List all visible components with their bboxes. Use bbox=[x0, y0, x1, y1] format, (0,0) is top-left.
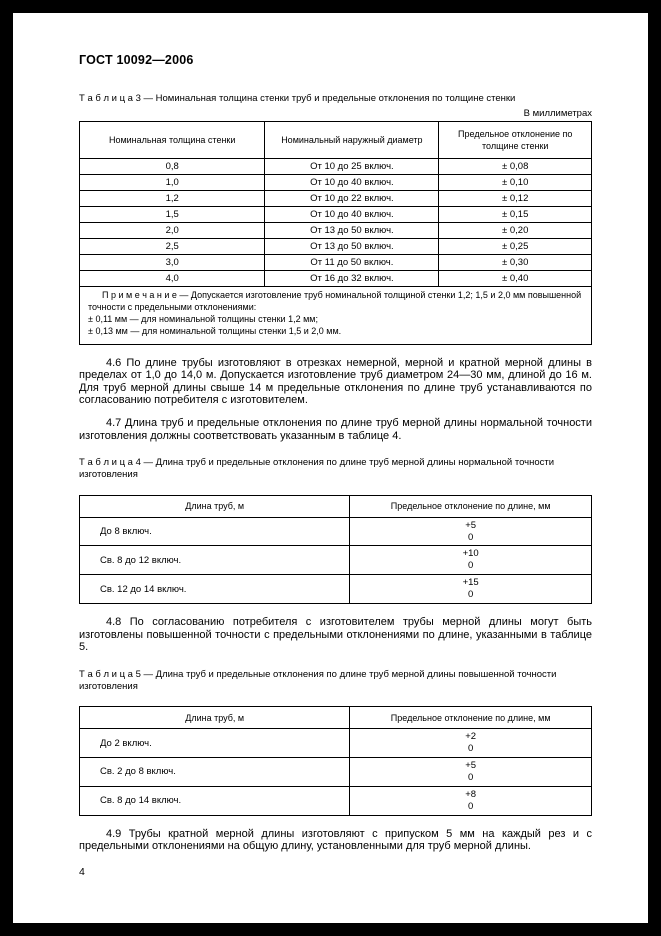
deviation-plus: +10 bbox=[462, 548, 479, 560]
cell-length: Св. 2 до 8 включ. bbox=[80, 758, 350, 787]
note-line: ± 0,13 мм — для номинальной толщины стенки 1,5 и 2,0 мм. bbox=[88, 325, 342, 336]
deviation-zero: 0 bbox=[468, 800, 474, 812]
table3-wall-thickness bbox=[79, 121, 592, 345]
table-row bbox=[80, 175, 592, 191]
cell-deviation: ± 0,12 bbox=[439, 191, 592, 207]
cell-thickness: 3,0 bbox=[80, 255, 265, 271]
page-content bbox=[79, 53, 592, 878]
cell-length: Св. 8 до 12 включ. bbox=[80, 546, 350, 575]
cell-deviation: ± 0,10 bbox=[439, 175, 592, 191]
table5-header-length: Длина труб, м bbox=[80, 707, 350, 729]
cell-diameter: От 16 до 32 включ. bbox=[265, 271, 439, 287]
table4-header-deviation: Предельное отклонение по длине, мм bbox=[350, 495, 592, 517]
table3-note bbox=[80, 287, 592, 345]
cell-thickness: 2,5 bbox=[80, 239, 265, 255]
cell-thickness: 1,0 bbox=[80, 175, 265, 191]
cell-diameter: От 13 до 50 включ. bbox=[265, 223, 439, 239]
cell-deviation bbox=[350, 575, 592, 604]
table5-increased-accuracy bbox=[79, 706, 592, 815]
paragraph-4-9: 4.9 Трубы кратной мерной длины изготовляют с припуском 5 мм на каждый рез и с предельными отклонениями на общую длину, установленными для труб мерной длины. bbox=[79, 827, 592, 853]
deviation-zero: 0 bbox=[468, 531, 474, 543]
deviation-plus: +2 bbox=[465, 731, 477, 743]
cell-length: До 8 включ. bbox=[80, 517, 350, 546]
table3-header-thickness: Номинальная толщина стенки bbox=[80, 122, 265, 159]
cell-diameter: От 10 до 22 включ. bbox=[265, 191, 439, 207]
page-number: 4 bbox=[79, 865, 85, 878]
deviation-plus: +15 bbox=[462, 577, 479, 589]
table4-header-length: Длина труб, м bbox=[80, 495, 350, 517]
table4-caption: Т а б л и ц а 4 — Длина труб и предельные отклонения по длине труб мерной длины нормальной точности изготовления bbox=[79, 457, 555, 481]
table5-header-deviation: Предельное отклонение по длине, мм bbox=[350, 707, 592, 729]
table3-note-row bbox=[80, 287, 592, 345]
deviation-plus: +5 bbox=[465, 760, 477, 771]
deviation-zero: 0 bbox=[468, 560, 474, 572]
cell-deviation: ± 0,20 bbox=[439, 223, 592, 239]
cell-deviation bbox=[350, 786, 592, 815]
table3-header-diameter: Номинальный наружный диаметр bbox=[265, 122, 439, 159]
cell-length: До 2 включ. bbox=[80, 729, 350, 758]
paragraph-4-6: 4.6 По длине трубы изготовляют в отрезках немерной, мерной и кратной мерной длины в пределах от 1,0 до 14,0 м. Допускается изготовление труб диаметром 24—30 мм, длиной до 16 м. Для труб мерной длины свыше 14 м предельные отклонения по длине труб устанавливаются по согласованию потребителя с изготовителем. bbox=[79, 356, 592, 407]
table3-caption: Т а б л и ц а 3 — Номинальная толщина стенки труб и предельные отклонения по толщине стенки bbox=[79, 93, 516, 104]
deviation-plus: +5 bbox=[465, 519, 477, 531]
table-row bbox=[80, 207, 592, 223]
table3-header-deviation: Предельное отклонение по толщине стенки bbox=[439, 122, 592, 159]
cell-diameter: От 10 до 40 включ. bbox=[265, 175, 439, 191]
cell-deviation: ± 0,40 bbox=[439, 271, 592, 287]
table4-normal-accuracy bbox=[79, 495, 592, 604]
table4-header-row bbox=[80, 495, 592, 517]
table-row bbox=[80, 517, 592, 546]
cell-deviation: ± 0,25 bbox=[439, 239, 592, 255]
deviation-zero: 0 bbox=[468, 589, 474, 601]
cell-deviation: ± 0,15 bbox=[439, 207, 592, 223]
cell-diameter: От 10 до 40 включ. bbox=[265, 207, 439, 223]
table-row bbox=[80, 729, 592, 758]
deviation-zero: 0 bbox=[468, 771, 474, 783]
cell-thickness: 4,0 bbox=[80, 271, 265, 287]
cell-deviation bbox=[350, 729, 592, 758]
cell-diameter: От 13 до 50 включ. bbox=[265, 239, 439, 255]
cell-length: Св. 12 до 14 включ. bbox=[80, 575, 350, 604]
cell-thickness: 1,5 bbox=[80, 207, 265, 223]
cell-thickness: 0,8 bbox=[80, 159, 265, 175]
units-note: В миллиметрах bbox=[523, 108, 592, 120]
cell-diameter: От 11 до 50 включ. bbox=[265, 255, 439, 271]
deviation-zero: 0 bbox=[468, 743, 474, 755]
cell-thickness: 1,2 bbox=[80, 191, 265, 207]
paragraph-4-8: 4.8 По согласованию потребителя с изготовителем трубы мерной длины могут быть изготовлены повышенной точности с предельными отклонениями по длине, указанными в таблице 5. bbox=[79, 615, 592, 654]
table5-header-row bbox=[80, 707, 592, 729]
paragraph-4-7: 4.7 Длина труб и предельные отклонения по длине труб мерной длины нормальной точности изготовления должны соответствовать указанным в таблице 4. bbox=[79, 416, 592, 442]
cell-deviation: ± 0,30 bbox=[439, 255, 592, 271]
cell-deviation: ± 0,08 bbox=[439, 159, 592, 175]
deviation-plus: +8 bbox=[465, 788, 477, 800]
table-row bbox=[80, 191, 592, 207]
note-line: ± 0,11 мм — для номинальной толщины стенки 1,2 мм; bbox=[88, 314, 318, 325]
cell-diameter: От 10 до 25 включ. bbox=[265, 159, 439, 175]
table-row bbox=[80, 271, 592, 287]
cell-deviation bbox=[350, 758, 592, 787]
table-row bbox=[80, 223, 592, 239]
cell-length: Св. 8 до 14 включ. bbox=[80, 786, 350, 815]
table3-header-row bbox=[80, 122, 592, 159]
note-text: П р и м е ч а н и е — Допускается изготовление труб номинальной толщиной стенки 1,2; 1,5 и 2,0 мм повышенной точности с предельными отклонениями: bbox=[88, 290, 582, 313]
table-row bbox=[80, 546, 592, 575]
table-row bbox=[80, 575, 592, 604]
table-row bbox=[80, 758, 592, 787]
table-row bbox=[80, 255, 592, 271]
table-row bbox=[80, 239, 592, 255]
table-row bbox=[80, 786, 592, 815]
table-row bbox=[80, 159, 592, 175]
cell-thickness: 2,0 bbox=[80, 223, 265, 239]
table5-caption: Т а б л и ц а 5 — Длина труб и предельные отклонения по длине труб мерной длины повышенной точности изготовления bbox=[79, 668, 557, 692]
cell-deviation bbox=[350, 546, 592, 575]
document-title: ГОСТ 10092—2006 bbox=[79, 53, 194, 67]
cell-deviation bbox=[350, 517, 592, 546]
